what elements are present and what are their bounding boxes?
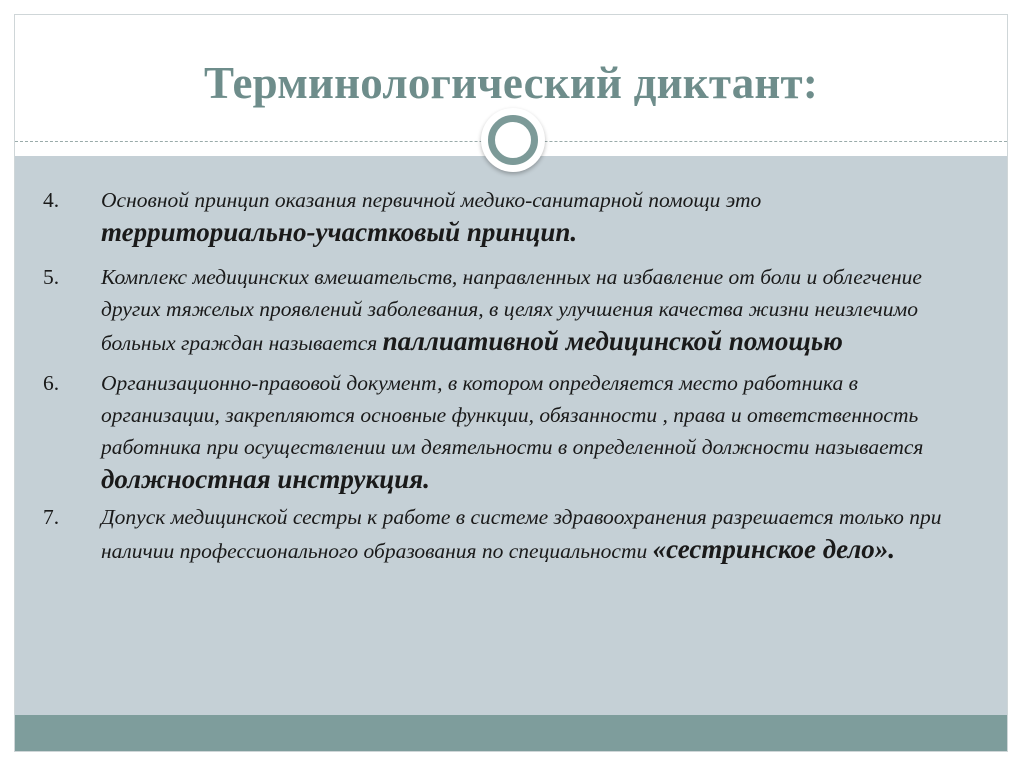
list-item [15,261,1007,359]
item-text: Комплекс медицинских вмешательств, направленных на избавление от боли и облегчение других тяжелых проявлений заболевания, в целях улучшения качества жизни неизлечимо больных граждан называется [101,265,922,355]
item-bold-term: должностная инструкция. [101,464,430,494]
item-bold-term: территориально-участковый принцип. [101,217,578,247]
list-item [15,184,1007,250]
slide [14,14,1008,752]
item-number: 4. [43,188,60,212]
item-bold-term: «сестринское дело». [652,534,896,564]
item-number: 5. [43,265,60,289]
items-list [15,156,1007,567]
item-text: Основной принцип оказания первичной медико-санитарной помощи это [101,188,762,212]
item-bold-term: паллиативной медицинской помощью [382,326,843,356]
item-number: 7. [43,505,60,529]
slide-title: Терминологический диктант: [203,58,819,108]
item-text: Организационно-правовой документ, в котором определяется место работника в организации, закрепляются основные функции, обязанности , права и ответственность работника при осуществлении им деятельности в определенной должности называется [101,371,924,459]
footer-band [15,715,1007,751]
item-text: Допуск медицинской сестры к работе в системе здравоохранения разрешается только при наличии профессионального образования по специальности [101,505,942,563]
item-number: 6. [43,371,60,395]
list-item [15,367,1007,497]
list-item [15,501,1007,567]
